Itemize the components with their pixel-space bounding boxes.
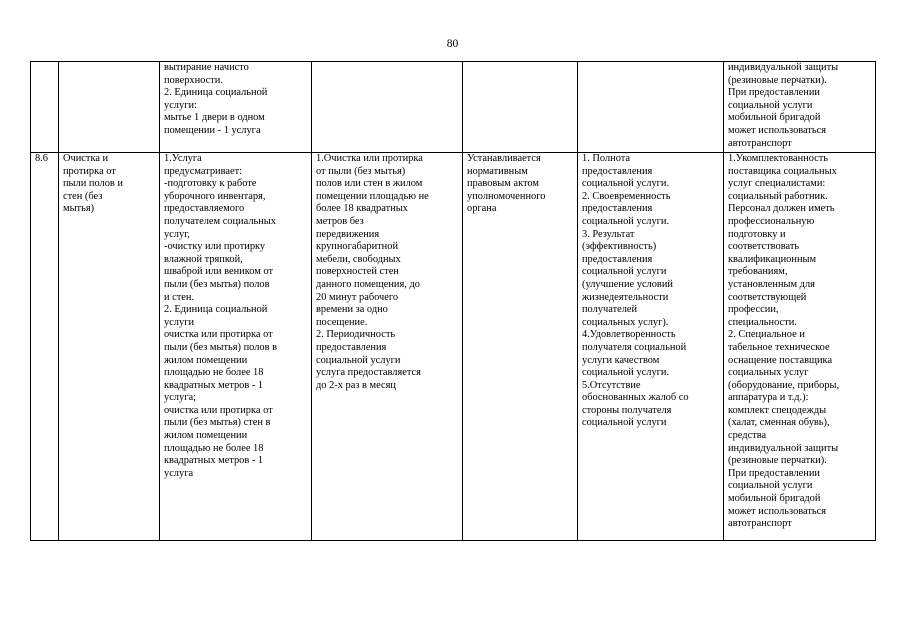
cell-service-volume [312, 153, 463, 541]
cell-text: вытирание начисто поверхности. 2. Единица социальной услуги: мытье 1 двери в одном помещении - 1 услуга [164, 62, 268, 136]
cell-service-name [59, 62, 160, 153]
cell-text: 1.Очистка или протирка от пыли (без мытья) полов или стен в жилом помещении площадью не более 18 квадратных метров без передвижения крупногабаритной мебели, свободных поверхностей стен данного помещения, до 20 минут рабочего времени за одно посещение. 2. Периодичность предоставления социальной услуги услуга предоставляется до 2-х раз в месяц [316, 153, 429, 391]
cell-text: 1.Услуга предусматривает: -подготовку к работе уборочного инвентаря, предоставляемого получателем социальных услуг, -очистку или протирку влажной тряпкой, шваброй или веником от пыли (без мытья) полов и стен. 2. Единица социальной услуги очистка или протирка от пыли (без мытья) полов в жилом помещении площадью не более 18 квадратных метров - 1 услуга; очистка или протирка от пыли (без мытья) стен в жилом помещении площадью не более 18 квадратных метров - 1 услуга [164, 153, 278, 479]
table-row-continuation [31, 62, 876, 153]
cell-text: 1. Полнота предоставления социальной услуги. 2. Своевременность предоставления социальной услуги. 3. Результат (эффективность) предоставления социальной услуги (улучшение условий жизнедеятельности получателей социальных услуг). 4.Удовлетворенность получателя социальной услуги качеством социальной услуги. 5.Отсутствие обоснованных жалоб со стороны получателя социальной услуги [582, 153, 689, 429]
cell-text: индивидуальной защиты (резиновые перчатки). При предоставлении социальной услуги мобильной бригадой может использоваться автотранспорт [728, 62, 839, 149]
cell-number [31, 62, 59, 153]
cell-conditions [724, 62, 876, 153]
cell-text: 1.Укомплектованность поставщика социальных услуг специалистами: социальный работник. Персонал должен иметь профессиональную подготовку и соответствовать квалификационным требованиям, установленным для соответствующей профессии, специальности. 2. Специальное и табельное техническое оснащение поставщика социальных услуг (оборудование, приборы, аппаратура и т.д.): комплект спецодежды (халат, сменная обувь), средства индивидуальной защиты (резиновые перчатки). При предоставлении социальной услуги мобильной бригадой может использоваться автотранспорт [728, 153, 840, 530]
table-row [31, 153, 876, 541]
cell-text: Устанавливается нормативным правовым актом уполномоченного органа [467, 153, 546, 215]
cell-service-volume [312, 62, 463, 153]
cell-conditions [724, 153, 876, 541]
cell-text: 8.6 [35, 153, 48, 164]
cell-service-content [160, 153, 312, 541]
cell-service-term [463, 153, 578, 541]
cell-number [31, 153, 59, 541]
cell-service-term [463, 62, 578, 153]
services-table [30, 61, 876, 541]
cell-service-content [160, 62, 312, 153]
cell-quality-indicators [578, 62, 724, 153]
cell-service-name [59, 153, 160, 541]
page-number: 80 [446, 38, 459, 50]
cell-text: Очистка и протирка от пыли полов и стен (без мытья) [63, 153, 123, 215]
cell-quality-indicators [578, 153, 724, 541]
